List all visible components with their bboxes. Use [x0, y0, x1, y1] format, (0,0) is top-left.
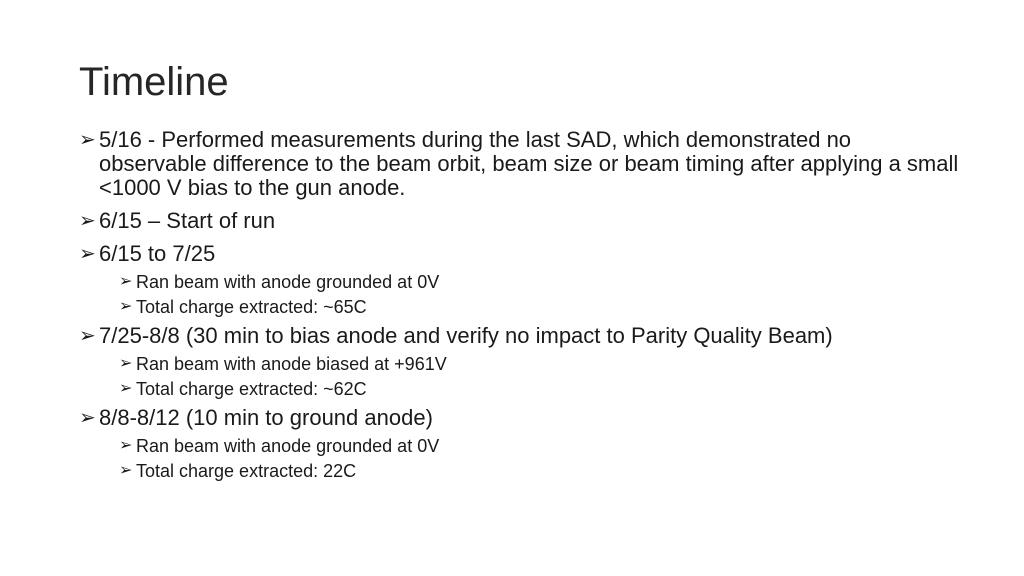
sub-bullet-item: [119, 378, 959, 400]
sub-bullet-text: Total charge extracted: 22C: [136, 461, 357, 481]
bullet-text: 6/15 to 7/25: [99, 241, 216, 266]
arrow-bullet-icon: ➢: [79, 407, 96, 429]
sub-bullet-text: Ran beam with anode biased at +961V: [136, 354, 447, 374]
bullet-text: 5/16 - Performed measurements during the last SAD, which demonstrated no observable difference to the beam orbit, beam size or beam timing after applying a small <1000 V bias to the gun anode.: [99, 127, 959, 200]
arrow-bullet-icon: ➢: [119, 298, 133, 315]
bullet-item: [79, 242, 959, 266]
sub-bullet-item: [119, 460, 959, 482]
sub-bullet-item: [119, 353, 959, 375]
sub-bullet-text: Total charge extracted: ~62C: [136, 379, 367, 399]
arrow-bullet-icon: ➢: [79, 129, 96, 151]
sub-bullet-text: Total charge extracted: ~65C: [136, 297, 367, 317]
arrow-bullet-icon: ➢: [119, 462, 133, 479]
bullet-item: [79, 324, 959, 348]
arrow-bullet-icon: ➢: [79, 210, 96, 232]
bullet-text: 7/25-8/8 (30 min to bias anode and verify no impact to Parity Quality Beam): [99, 323, 833, 348]
slide-title: Timeline: [79, 60, 229, 104]
arrow-bullet-icon: ➢: [119, 273, 133, 290]
bullet-item: [79, 209, 959, 233]
bullet-list: [79, 128, 959, 488]
bullet-text: 8/8-8/12 (10 min to ground anode): [99, 405, 433, 430]
sub-bullet-list: [79, 435, 959, 482]
arrow-bullet-icon: ➢: [79, 325, 96, 347]
arrow-bullet-icon: ➢: [119, 380, 133, 397]
bullet-text: 6/15 – Start of run: [99, 208, 276, 233]
sub-bullet-item: [119, 296, 959, 318]
bullet-item: [79, 128, 959, 200]
sub-bullet-list: [79, 353, 959, 400]
arrow-bullet-icon: ➢: [119, 437, 133, 454]
sub-bullet-list: [79, 271, 959, 318]
arrow-bullet-icon: ➢: [79, 243, 96, 265]
sub-bullet-text: Ran beam with anode grounded at 0V: [136, 436, 440, 456]
sub-bullet-item: [119, 271, 959, 293]
bullet-item: [79, 406, 959, 430]
arrow-bullet-icon: ➢: [119, 355, 133, 372]
sub-bullet-item: [119, 435, 959, 457]
sub-bullet-text: Ran beam with anode grounded at 0V: [136, 272, 440, 292]
